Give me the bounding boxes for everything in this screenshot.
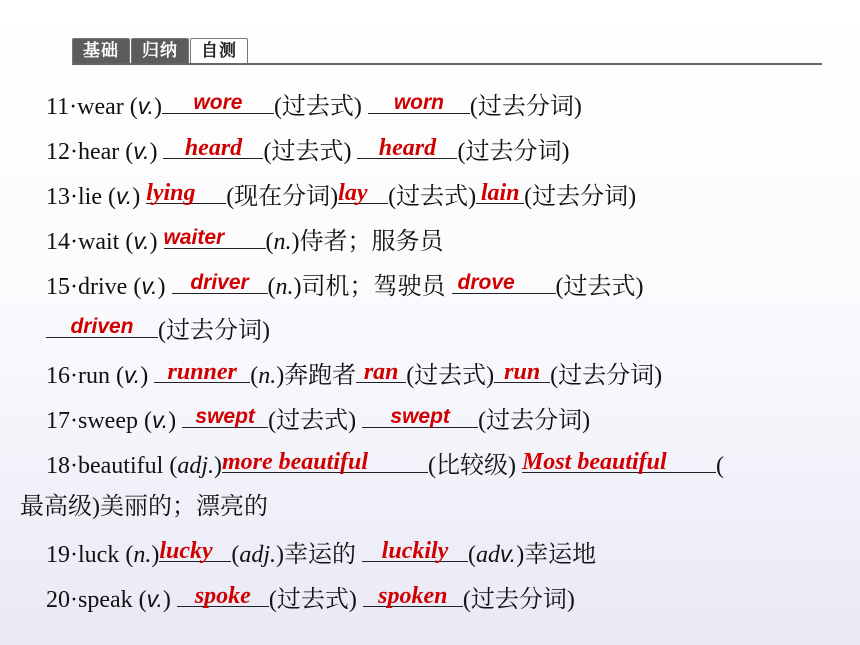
answer-blank[interactable]: swept (362, 403, 478, 428)
answer-blank[interactable]: runner (154, 358, 250, 383)
exercise-line-12: 12·hear (v.) heard (过去式) heard (过去分词) (46, 135, 570, 165)
exercise-line-18-cont: 最高级)美丽的；漂亮的 (20, 494, 268, 520)
answer-blank[interactable]: heard (163, 134, 263, 159)
tab-summary[interactable]: 归纳 (131, 38, 189, 64)
answer-blank[interactable]: heard (357, 134, 457, 159)
item-number: 11 (46, 94, 70, 120)
exercise-line-15: 15·drive (v.) driver (n.)司机；驾驶员 drove (过去式) (46, 271, 644, 300)
exercise-line-11: 11·wear (v.) wore (过去式) worn (过去分词) (46, 91, 582, 120)
answer-blank[interactable]: driver (172, 269, 268, 294)
exercise-line-14: 14·wait (v.) waiter (n.)侍者；服务员 (46, 226, 444, 255)
answer-blank[interactable] (368, 89, 470, 114)
answer-blank[interactable]: more beautiful (222, 448, 428, 473)
answer-blank[interactable]: waiter (164, 224, 266, 249)
word: wear (77, 94, 124, 120)
exercise-line-17: 17·sweep (v.) swept (过去式) swept (过去分词) (46, 405, 591, 434)
answer-blank[interactable]: driven (46, 313, 158, 338)
exercise-line-15-cont: driven (过去分词) (46, 313, 270, 346)
answer-blank[interactable]: drove (452, 269, 556, 294)
answer-blank[interactable]: spoken (363, 582, 463, 607)
answer-blank[interactable]: lying (146, 179, 226, 204)
tab-self-test[interactable]: 自测 (190, 38, 248, 64)
answer-blank[interactable]: swept (182, 403, 268, 428)
exercise-line-20: 20·speak (v.) spoke (过去式) spoken (过去分词) (46, 583, 575, 613)
answer-blank[interactable]: lay (338, 179, 388, 204)
exercise-line-16: 16·run (v.) runner (n.)奔跑者 ran (过去式) run (过去分词) (46, 359, 663, 389)
answer-blank[interactable]: luckily (362, 537, 468, 562)
answer: worn (393, 91, 444, 114)
section-tabs (72, 38, 249, 65)
exercise-line-13: 13·lie (v.) lying (现在分词) lay (过去式) lain (过去分词) (46, 180, 637, 210)
exercise-line-18: 18·beautiful (adj.) more beautiful (比较级) Most beautiful ( (46, 449, 724, 479)
answer-blank[interactable]: spoke (177, 582, 269, 607)
answer-blank[interactable]: lain (476, 179, 524, 204)
tab-basic[interactable]: 基础 (72, 38, 130, 64)
answer-blank[interactable]: lucky (159, 537, 231, 562)
exercise-line-19: 19·luck (n.) lucky (adj.)幸运的 luckily (adv.)幸运地 (46, 538, 597, 568)
answer-blank[interactable]: run (494, 358, 550, 383)
answer-blank[interactable]: ran (356, 358, 406, 383)
part-of-speech: v. (137, 93, 154, 119)
answer-blank[interactable] (162, 89, 274, 114)
answer-blank[interactable]: Most beautiful (522, 448, 716, 473)
answer: wore (193, 91, 243, 114)
header-divider (72, 63, 822, 65)
